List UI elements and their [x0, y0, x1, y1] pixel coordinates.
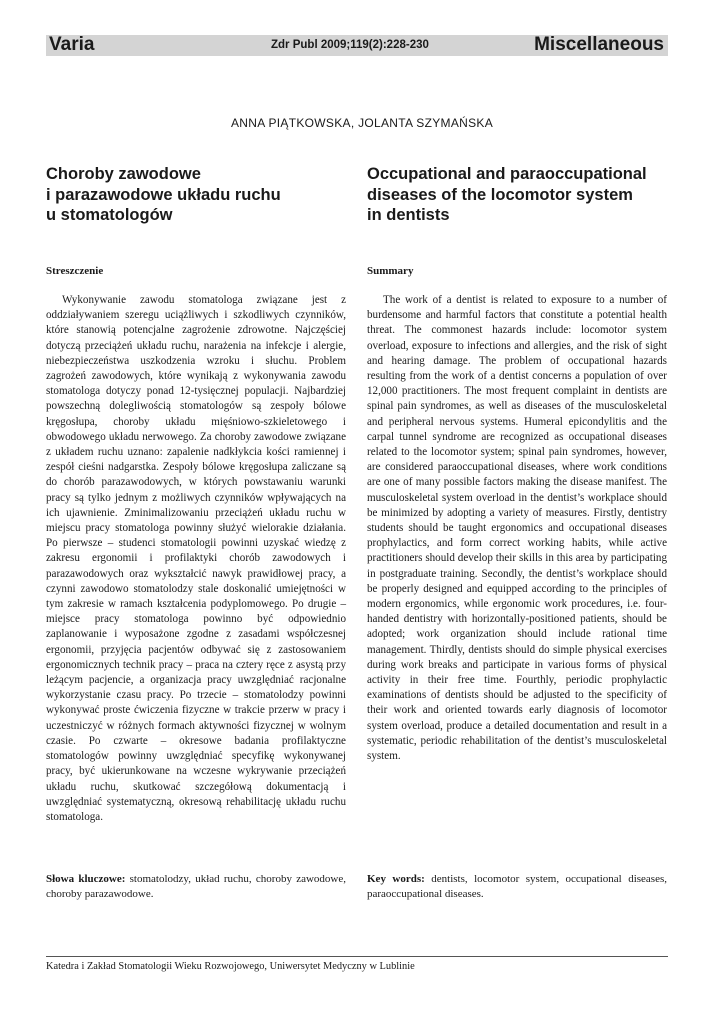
author-affiliation: Katedra i Zakład Stomatologii Wieku Rozwojowego, Uniwersytet Medyczny w Lublinie — [46, 961, 415, 972]
keywords-polish — [46, 872, 346, 902]
abstract-english: The work of a dentist is related to exposure to a number of burdensome and harmful factors that constitute a potential health threat. The commonest hazards include: locomotor system overload, exposure to infections and allergies, and the risk of sight and hearing damage. The problem of occupational hazards resulting from the work of a dentist concerns a population of over 12,000 practitioners. The most frequent complaint in dentists are spinal pain syndromes, as well as diseases of the musculoskeletal and peripheral nervous systems. Humeral epicondylitis and the carpal tunnel syndrome are recognized as occupational diseases related to the locomotor system; spinal pain syndromes, however, are considered paraoccupational diseases, where work conditions are one of many possible factors making the disease manifest. The musculoskeletal system overload in the dentist’s workplace should be minimized by adopting a variety of measures. Firstly, dentistry students should be taught ergonomics and occupational diseases prophylactics, and form correct working habits, while active practitioners should develop their skills in this area by participating in postgraduate training. Secondly, the dentist’s workplace should be properly designed and equipped according to the principles of modern ergonomics, while ergonomic work procedures, i.e. four-handed dentistry with horizontally-positioned patients, should be adopted; work organization should include rational time management. Thirdly, dentists should do simple physical exercises during work breaks and participate in various forms of physical activity in their free time. Fourthly, periodic prophylactic examinations of dentists should be adjusted to the specificity of their work and oriented towards early diagnosis of locomotor system overload, produce a detailed documentation and result in a systematic, periodic rehabilitation of the dentist’s musculoskeletal system. — [367, 294, 667, 763]
section-label-polish: Varia — [49, 34, 95, 55]
author-list: ANNA PIĄTKOWSKA, JOLANTA SZYMAŃSKA — [230, 116, 494, 130]
abstract-polish: Wykonywanie zawodu stomatologa związane jest z oddziaływaniem szeregu uciążliwych i szkodliwych czynników, które stanowią potencjalne zagrożenie zdrowotne. Najczęściej dotyczą przeciążeń układu ruchu, narażenia na infekcje i alergie, niebezpieczeństwa uszkodzenia wzroku i słuchu. Problem zagrożeń zawodowych, które wynikają z wykonywania zawodu stomatologa dotyczy ponad 12-tysięcznej populacji. Najbardziej powszechną dolegliwością stomatologów są zespoły bólowe kręgosłupa, choroby układu mięśniowo-szkieletowego i obwodowego układu nerwowego. Za choroby zawodowe związane z układem ruchu uznano: zapalenie nadkłykcia kości ramiennej i zespół cieśni nadgarstka. Zespoły bólowe kręgosłupa zaliczane są do chorób parazawodowych, w których powstawaniu warunki pracy są tylko jednym z możliwych czynników wpływających na ich ujawnienie. Zminimalizowaniu przeciążeń układu ruchu w miejscu pracy stomatologa powinny służyć wielorakie działania. Po pierwsze – studenci stomatologii powinni uzyskać wiedzę z zakresu ergonomii i profilaktyki chorób zawodowych i parazawodowych oraz wykształcić nawyk prawidłowej pracy, a czynni zawodowo stomatolodzy stale doskonalić umiejętności w tym zakresie w ramach kształcenia podyplomowego. Po drugie – miejsce pracy stomatologa powinno być odpowiednio zaplanowanie i wyposażone zgodne z zasadami współczesnej ergonomii, przyjęcia pacjentów odbywać się z zastosowaniem ergonomicznych technik pracy – praca na cztery ręce z asystą przy leżącym pacjencie, a organizacja pracy uwzględniać racjonalne wykorzystanie czasu pracy. Po trzecie – stomatolodzy powinni wykonywać proste ćwiczenia fizyczne w trakcie przerw w pracy i uczestniczyć w różnych formach aktywności fizycznej w wolnym czasie. Po czwarte – okresowe badania profilaktyczne stomatologów powinny uwzględniać specyfikę wykonywanej pracy, być ukierunkowane na wczesne wykrywanie przeciążeń układu ruchu, skutkować szczegółową dokumentacją i uwzględniać systematyczną, okresową rehabilitację układu ruchu stomatologa. — [46, 294, 346, 823]
title-english-text: Occupational and paraoccupational diseases of the locomotor system in dentists — [367, 165, 647, 224]
section-label-english: Miscellaneous — [534, 34, 664, 55]
journal-citation: Zdr Publ 2009;119(2):228-230 — [271, 39, 429, 51]
title-polish-text: Choroby zawodowe i parazawodowe układu ruchu u stomatologów — [46, 165, 281, 224]
abstract-heading-polish: Streszczenie — [46, 265, 104, 277]
title-polish — [46, 164, 346, 226]
journal-header-bar — [46, 35, 668, 56]
title-english — [367, 164, 667, 226]
keywords-english — [367, 872, 667, 902]
keywords-label-english: Key words: — [367, 873, 425, 885]
footer-divider — [46, 956, 668, 957]
abstract-heading-english: Summary — [367, 265, 414, 277]
keywords-text-polish: stomatolodzy, układ ruchu, choroby zawodowe, choroby parazawodowe. — [46, 873, 346, 900]
keywords-text-english: dentists, locomotor system, occupational diseases, paraoccupational diseases. — [367, 873, 667, 900]
keywords-label-polish: Słowa kluczowe: — [46, 873, 126, 885]
